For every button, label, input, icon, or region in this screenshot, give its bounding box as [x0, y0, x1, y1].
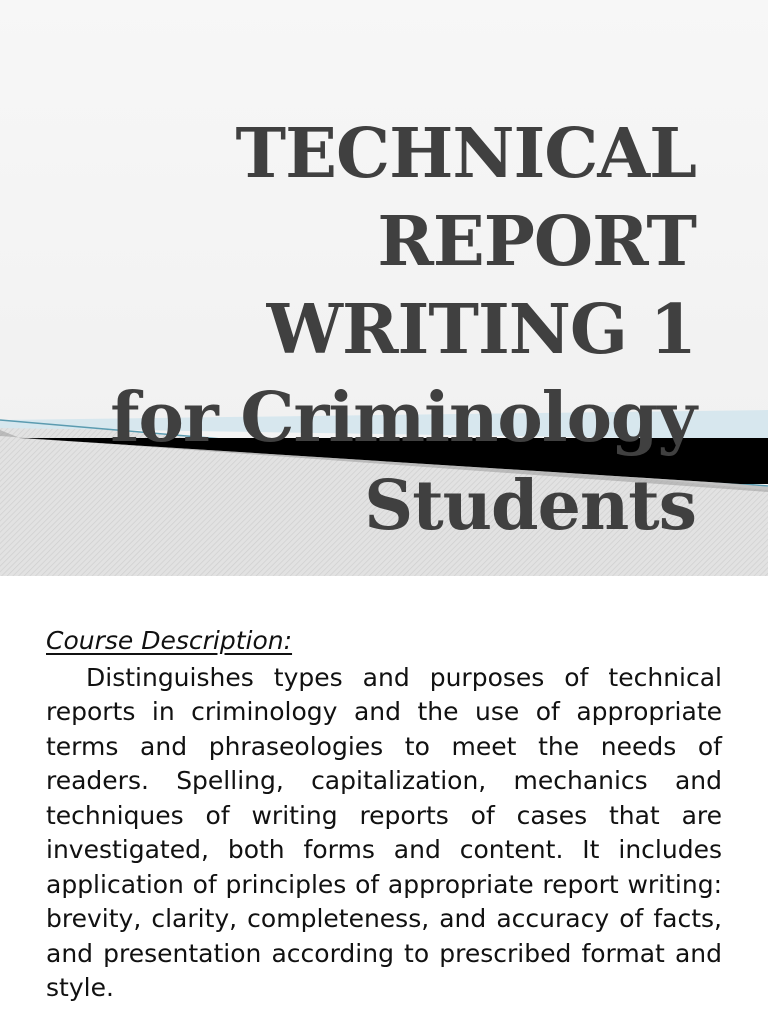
title-line: WRITING 1 — [266, 290, 696, 370]
title-line: Students — [364, 466, 696, 546]
course-description-body: Distinguishes types and purposes of technical reports in criminology and the use of appropriate terms and phraseologies to meet the needs of readers. Spelling, capitalization, mechanics and techniques of writing reports of cases that are investigated, both forms and content. It includes application of principles of appropriate report writing: brevity, clarity, completeness, and accuracy of facts, and presentation according to prescribed format and style. — [46, 662, 722, 1002]
title-line: REPORT — [377, 202, 696, 282]
slide-title — [16, 110, 696, 550]
course-description — [46, 624, 722, 1006]
course-description-heading: Course Description: — [46, 626, 293, 655]
title-line: for Criminology — [110, 378, 696, 458]
title-line: TECHNICAL — [235, 114, 696, 194]
